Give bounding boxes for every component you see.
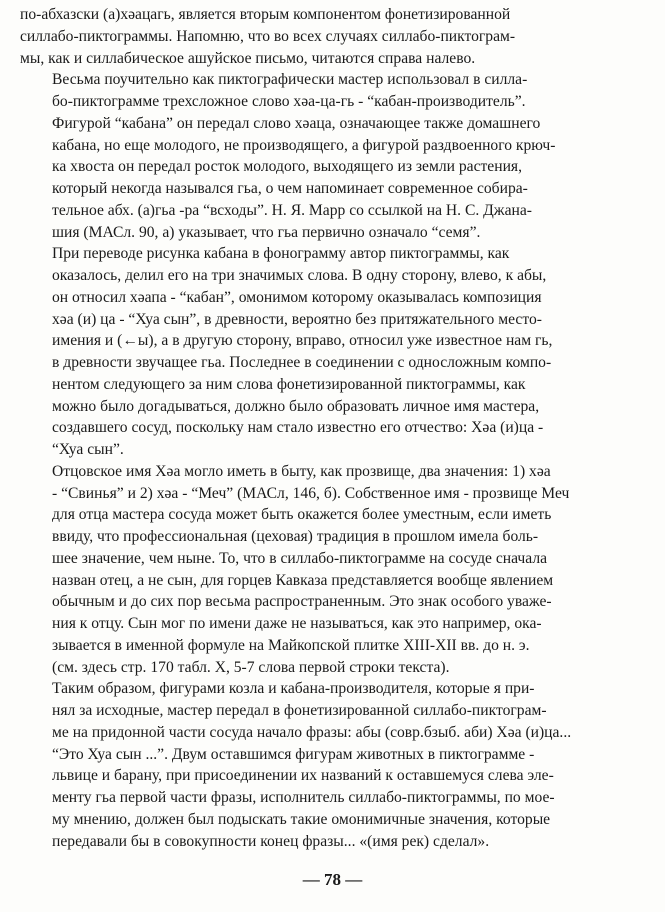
body-text	[20, 4, 646, 852]
text-line: назван отец, а не сын, для горцев Кавказа представляется вообще явлением	[52, 571, 554, 589]
text-line: бо-пиктограмме трехсложное слово хәа-ца-гь - “кабан-производитель”.	[52, 93, 526, 110]
text-line: нял за исходные, мастер передал в фонетизированной силлабо-пиктограм-	[52, 702, 547, 719]
text-line: Таким образом, фигурами козла и кабана-производителя, которые я при-	[52, 680, 535, 698]
text-line: Фигурой “кабана” он передал слово хәаца, означающее также домашнего	[52, 114, 541, 132]
text-line: можно было догадываться, должно было образовать личное имя мастера,	[52, 397, 540, 415]
paragraph	[20, 243, 646, 461]
text-line: Отцовское имя Хәа могло иметь в быту, как прозвище, два значения: 1) хәа	[52, 462, 551, 480]
text-line: обычным и до сих пор весьма распространенным. Это знак особого уваже-	[52, 593, 552, 611]
paragraph	[20, 678, 646, 852]
text-line: ме на придонной части сосуда начало фразы: абы (совр.бзыб. аби) Хәа (и)ца...	[52, 723, 572, 741]
text-line: он относил хәапа - “кабан”, омонимом которому оказывалась композиция	[52, 288, 542, 306]
text-line: - “Свинья” и 2) хәа - “Меч” (МАСл, 146, б). Собственное имя - прозвище Меч	[52, 484, 570, 502]
text-line: для отца мастера сосуда может быть окажется более уместным, если иметь	[52, 506, 552, 524]
text-line: ния к отцу. Сын мог по имени даже не называться, как это например, ока-	[52, 615, 542, 632]
text-line: (см. здесь стр. 170 табл. X, 5-7 слова первой строки текста).	[52, 658, 450, 676]
text-line: силлабо-пиктограммы. Напомню, что во всех случаях силлабо-пиктограм-	[20, 27, 516, 45]
paragraph	[20, 4, 646, 69]
text-line: по-абхазски (а)хәацагь, является вторым компонентом фонетизированной	[20, 6, 511, 23]
text-line: менту гьа первой части фразы, исполнитель силлабо-пиктограммы, по мое-	[52, 789, 555, 806]
text-line: хәа (и) ца - “Хуа сын”, в древности, вероятно без притяжательного место-	[52, 310, 542, 328]
text-line: Весьма поучительно как пиктографически мастер использовал в силла-	[52, 71, 528, 89]
text-line: мы, как и силлабическое ашуйское письмо, читаются справа налево.	[20, 49, 476, 67]
text-line: передавали бы в совокупности конец фразы... «(имя рек) сделал».	[52, 832, 490, 850]
text-line: шее значение, чем ныне. То, что в силлабо-пиктограмме на сосуде сначала	[52, 549, 548, 567]
text-line: создавшего сосуд, поскольку нам стало известно его отчество: Хәа (и)ца -	[52, 419, 544, 437]
text-line: который некогда назывался гьа, о чем напоминает современное собира-	[52, 180, 528, 197]
text-line: зывается в именной формуле на Майкопской плитке XIII-XII вв. до н. э.	[52, 636, 530, 654]
text-line: При переводе рисунка кабана в фонограмму автор пиктограммы, как	[52, 245, 510, 263]
text-line: нентом следующего за ним слова фонетизированной пиктограммы, как	[52, 375, 526, 393]
text-line: “Хуа сын”.	[52, 441, 124, 458]
paragraph	[20, 69, 646, 243]
page-number: — 78 —	[302, 870, 363, 889]
text-line: ввиду, что профессиональная (цеховая) традиция в прошлом имела боль-	[52, 528, 539, 545]
text-line: кабана, но еще молодого, не производящего, а фигурой раздвоенного крюч-	[52, 136, 556, 154]
text-line: тельное абх. (а)гьа -ра “всходы”. Н. Я. Марр со ссылкой на Н. С. Джана-	[52, 201, 532, 219]
paragraph	[20, 461, 646, 679]
text-line: оказалось, делил его на три значимых слова. В одну сторону, влево, к абы,	[52, 267, 547, 284]
text-line: имения и (←ы), а в другую сторону, вправо, относил уже известное нам гь,	[52, 332, 553, 350]
text-line: львице и барану, при присоединении их названий к оставшемуся слева эле-	[52, 767, 554, 785]
text-line: шия (МАСл. 90, а) указывает, что гьа первично означало “семя”.	[52, 223, 481, 241]
text-line: му мнению, должен был подыскать такие омонимичные значения, которые	[52, 810, 551, 828]
text-line: ка хвоста он передал росток молодого, выходящего из земли растения,	[52, 158, 522, 176]
text-line: в древности звучащее гьа. Последнее в соединении с односложным компо-	[52, 354, 552, 371]
text-line: “Это Хуа сын ...”. Двум оставшимся фигурам животных в пиктограмме -	[52, 745, 535, 763]
